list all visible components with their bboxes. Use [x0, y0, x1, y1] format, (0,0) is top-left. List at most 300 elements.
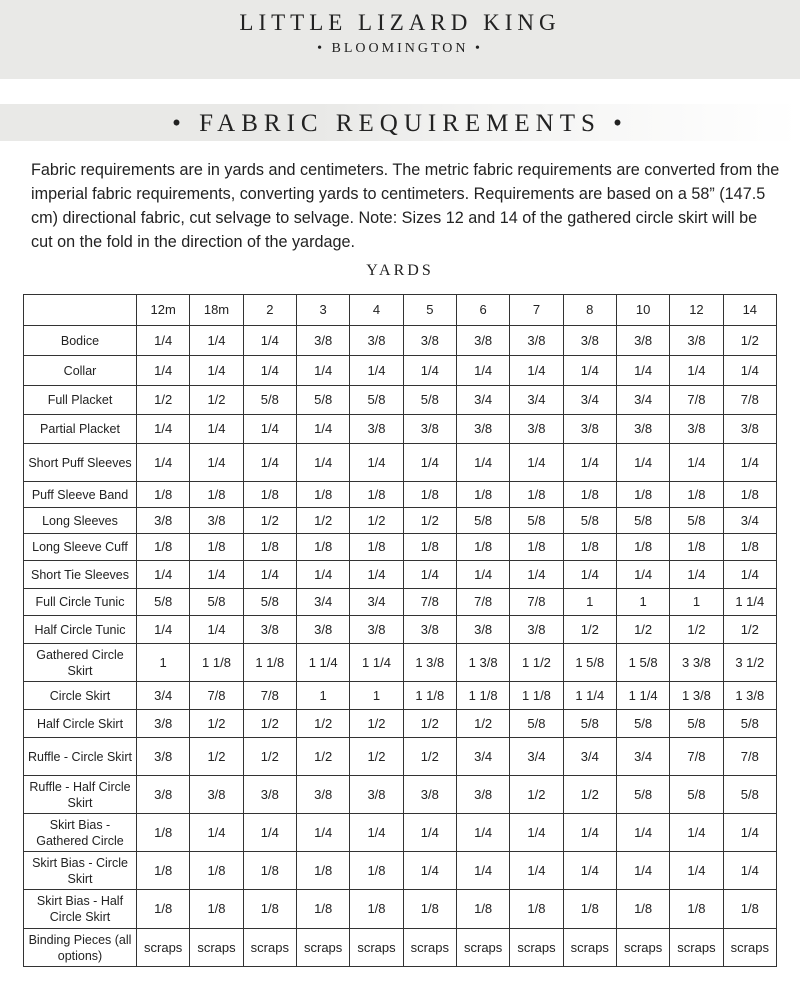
yardage-cell: 1 1/8: [510, 682, 563, 710]
table-row: [24, 561, 777, 589]
yardage-cell: 1/4: [296, 444, 349, 482]
row-label: Full Circle Tunic: [24, 589, 137, 616]
yardage-cell: 1/4: [137, 444, 190, 482]
row-label: Skirt Bias - Half Circle Skirt: [24, 890, 137, 929]
yardage-cell: 7/8: [403, 589, 456, 616]
yardage-cell: 3/8: [137, 738, 190, 776]
yardage-cell: 1/4: [350, 814, 403, 852]
yardage-cell: 1/4: [137, 616, 190, 644]
yardage-cell: 3/8: [296, 326, 349, 356]
yardage-cell: 1/4: [723, 814, 776, 852]
yardage-cell: 1 3/8: [670, 682, 723, 710]
yardage-cell: 1/4: [190, 616, 243, 644]
yardage-cell: scraps: [456, 929, 509, 967]
yardage-cell: 1/8: [350, 852, 403, 890]
intro-paragraph: Fabric requirements are in yards and centimeters. The metric fabric requirements are converted from the imperial fabric requirements, converting yards to centimeters. Requirements are based on a 58” (147.5 cm) directional fabric, cut selvage to selvage. Note: Sizes 12 and 14 of the gathered circle skirt will be cut on the fold in the direction of the yardage.: [31, 161, 780, 251]
yardage-cell: scraps: [137, 929, 190, 967]
yardage-cell: 3/8: [456, 776, 509, 814]
yardage-cell: 1/4: [456, 356, 509, 386]
yardage-cell: 5/8: [510, 710, 563, 738]
yardage-cell: 1/8: [670, 534, 723, 561]
yardage-cell: 1/4: [190, 415, 243, 444]
yardage-cell: 1/4: [190, 326, 243, 356]
table-row: [24, 814, 777, 852]
size-header: 18m: [190, 295, 243, 326]
yardage-cell: 1/4: [190, 561, 243, 589]
yardage-cell: 1/4: [350, 356, 403, 386]
yardage-cell: 1 1/2: [510, 644, 563, 682]
yardage-cell: 1 1/4: [616, 682, 669, 710]
yardage-cell: 1: [616, 589, 669, 616]
yardage-cell: 1: [670, 589, 723, 616]
yardage-cell: 1/8: [243, 890, 296, 929]
yardage-cell: 3/4: [723, 508, 776, 534]
yardage-cell: 7/8: [723, 386, 776, 415]
row-label: Gathered Circle Skirt: [24, 644, 137, 682]
yardage-cell: 1/8: [510, 890, 563, 929]
yardage-cell: 1 3/8: [723, 682, 776, 710]
yardage-cell: 1/2: [403, 738, 456, 776]
yardage-cell: 1 1/4: [296, 644, 349, 682]
yardage-cell: 1 1/4: [723, 589, 776, 616]
yardage-cell: 1 5/8: [563, 644, 616, 682]
yardage-cell: 5/8: [190, 589, 243, 616]
yardage-cell: 1/8: [563, 890, 616, 929]
yardage-cell: 1/2: [137, 386, 190, 415]
yardage-cell: scraps: [723, 929, 776, 967]
yardage-cell: 5/8: [670, 776, 723, 814]
yardage-cell: 1/4: [456, 561, 509, 589]
yardage-cell: 3/8: [137, 710, 190, 738]
yardage-cell: scraps: [350, 929, 403, 967]
yardage-cell: 1/4: [403, 852, 456, 890]
yardage-cell: 1/2: [723, 326, 776, 356]
table-row: [24, 444, 777, 482]
yardage-cell: 1/8: [723, 890, 776, 929]
yardage-cell: 1/2: [723, 616, 776, 644]
yardage-cell: 5/8: [403, 386, 456, 415]
yardage-cell: 7/8: [190, 682, 243, 710]
yardage-cell: 1/8: [670, 482, 723, 508]
yardage-cell: 1/8: [190, 482, 243, 508]
yardage-cell: 1/2: [243, 508, 296, 534]
table-row: [24, 776, 777, 814]
yardage-cell: 1 1/4: [350, 644, 403, 682]
section-title: • FABRIC REQUIREMENTS •: [172, 110, 628, 137]
size-header: 7: [510, 295, 563, 326]
row-label: Half Circle Tunic: [24, 616, 137, 644]
row-label: Puff Sleeve Band: [24, 482, 137, 508]
yardage-cell: 1/4: [670, 356, 723, 386]
yardage-cell: 3/8: [137, 776, 190, 814]
yardage-cell: 1/4: [137, 356, 190, 386]
yardage-cell: 1/4: [616, 356, 669, 386]
size-header: 8: [563, 295, 616, 326]
yardage-cell: 3/8: [403, 326, 456, 356]
yardage-cell: 5/8: [296, 386, 349, 415]
yardage-cell: 1 5/8: [616, 644, 669, 682]
yardage-cell: 3/8: [350, 776, 403, 814]
yardage-cell: 5/8: [243, 589, 296, 616]
yardage-cell: 7/8: [723, 738, 776, 776]
size-header: 12: [670, 295, 723, 326]
yardage-cell: 1/4: [296, 561, 349, 589]
yardage-cell: 1/4: [350, 561, 403, 589]
yardage-cell: 1/8: [403, 534, 456, 561]
yardage-cell: 1/8: [616, 482, 669, 508]
row-label: Short Puff Sleeves: [24, 444, 137, 482]
row-label: Skirt Bias - Circle Skirt: [24, 852, 137, 890]
yardage-cell: 1/4: [137, 415, 190, 444]
yardage-cell: 1/4: [456, 852, 509, 890]
yardage-cell: 1/4: [243, 814, 296, 852]
yardage-cell: 5/8: [456, 508, 509, 534]
yardage-cell: 1/8: [563, 482, 616, 508]
yardage-cell: 1/4: [616, 561, 669, 589]
yardage-cell: scraps: [403, 929, 456, 967]
yardage-cell: 1/2: [350, 508, 403, 534]
yardage-cell: 1/4: [670, 444, 723, 482]
yardage-cell: 5/8: [670, 508, 723, 534]
yardage-cell: 3/4: [137, 682, 190, 710]
yardage-cell: 3/8: [510, 326, 563, 356]
yardage-cell: 1/2: [563, 616, 616, 644]
table-row: [24, 682, 777, 710]
yardage-cell: 1/8: [510, 482, 563, 508]
yardage-cell: 1/8: [510, 534, 563, 561]
table-row: [24, 890, 777, 929]
yardage-cell: 1/2: [563, 776, 616, 814]
yardage-cell: 3/4: [510, 386, 563, 415]
yardage-cell: 1/4: [137, 326, 190, 356]
yardage-cell: 1 1/8: [403, 682, 456, 710]
yardage-cell: 1/4: [510, 561, 563, 589]
yardage-cell: 3/8: [243, 776, 296, 814]
brand-name: LITTLE LIZARD KING: [239, 10, 561, 35]
yardage-cell: 1/8: [190, 852, 243, 890]
yardage-cell: 3/8: [456, 415, 509, 444]
yardage-cell: 1/4: [243, 444, 296, 482]
yardage-cell: 3/8: [510, 415, 563, 444]
yardage-cell: 3 1/2: [723, 644, 776, 682]
size-header: 6: [456, 295, 509, 326]
yardage-cell: 5/8: [137, 589, 190, 616]
yardage-cell: 3/8: [670, 415, 723, 444]
yardage-cell: 3/8: [670, 326, 723, 356]
yardage-cell: 1/4: [190, 444, 243, 482]
yardage-cell: scraps: [563, 929, 616, 967]
yardage-cell: 1/8: [616, 890, 669, 929]
yardage-cell: 5/8: [563, 508, 616, 534]
yardage-cell: 1/4: [723, 852, 776, 890]
yardage-cell: 5/8: [723, 776, 776, 814]
table-corner-cell: [24, 295, 137, 326]
yardage-cell: 1/8: [403, 890, 456, 929]
yardage-cell: 5/8: [510, 508, 563, 534]
yardage-cell: 3/8: [403, 776, 456, 814]
yardage-cell: 3/8: [350, 415, 403, 444]
yardage-cell: scraps: [670, 929, 723, 967]
yardage-cell: 1 3/8: [403, 644, 456, 682]
yardage-cell: 1 1/8: [243, 644, 296, 682]
yardage-cell: 3/8: [350, 616, 403, 644]
yardage-cell: 7/8: [510, 589, 563, 616]
yardage-cell: 3/8: [190, 508, 243, 534]
yardage-cell: 3/8: [563, 415, 616, 444]
yardage-cell: 1/4: [723, 356, 776, 386]
yardage-cell: 1/4: [670, 561, 723, 589]
yardage-cell: 1/4: [563, 814, 616, 852]
table-row: [24, 534, 777, 561]
yardage-cell: 3/8: [296, 776, 349, 814]
yardage-cell: 7/8: [670, 386, 723, 415]
yardage-cell: 1/4: [510, 814, 563, 852]
page-header: [0, 0, 800, 79]
yardage-cell: 1/2: [616, 616, 669, 644]
yardage-cell: 1/8: [190, 890, 243, 929]
fabric-requirements-table: [23, 294, 777, 967]
yardage-cell: 1/8: [616, 534, 669, 561]
yardage-cell: 1 1/8: [456, 682, 509, 710]
yardage-cell: 1 1/8: [190, 644, 243, 682]
yardage-cell: 7/8: [670, 738, 723, 776]
yardage-cell: 1/2: [350, 710, 403, 738]
yardage-cell: 1/4: [137, 561, 190, 589]
yardage-cell: 1/4: [243, 415, 296, 444]
yardage-cell: scraps: [296, 929, 349, 967]
size-header: 4: [350, 295, 403, 326]
yardage-cell: 1/2: [296, 508, 349, 534]
yardage-cell: 3/8: [350, 326, 403, 356]
brand-location: • BLOOMINGTON •: [317, 41, 483, 56]
size-header: 3: [296, 295, 349, 326]
yardage-cell: 3/8: [190, 776, 243, 814]
yardage-cell: 1/4: [723, 561, 776, 589]
yardage-cell: 1/4: [296, 356, 349, 386]
yardage-cell: 1: [137, 644, 190, 682]
yardage-cell: 1/8: [137, 852, 190, 890]
yardage-cell: 3/8: [510, 616, 563, 644]
yardage-cell: 1/8: [403, 482, 456, 508]
yardage-cell: 1/2: [296, 738, 349, 776]
yardage-cell: 1/8: [563, 534, 616, 561]
yardage-cell: 1/8: [137, 890, 190, 929]
yardage-cell: 1/2: [403, 710, 456, 738]
yardage-cell: 3/4: [563, 386, 616, 415]
yardage-cell: 1/2: [296, 710, 349, 738]
row-label: Binding Pieces (all options): [24, 929, 137, 967]
yardage-cell: 3/4: [510, 738, 563, 776]
yardage-cell: 1 3/8: [456, 644, 509, 682]
table-row: [24, 482, 777, 508]
yardage-cell: 3/8: [616, 326, 669, 356]
row-label: Skirt Bias - Gathered Circle: [24, 814, 137, 852]
yardage-cell: 3/8: [243, 616, 296, 644]
yardage-cell: 1/8: [137, 534, 190, 561]
yardage-cell: 1/4: [190, 814, 243, 852]
row-label: Partial Placket: [24, 415, 137, 444]
yardage-cell: 5/8: [723, 710, 776, 738]
yardage-cell: 1: [563, 589, 616, 616]
yardage-cell: 3/8: [456, 616, 509, 644]
yardage-cell: 1/8: [296, 482, 349, 508]
yardage-cell: 3/8: [403, 415, 456, 444]
row-label: Bodice: [24, 326, 137, 356]
table-row: [24, 415, 777, 444]
yardage-cell: 1/2: [190, 738, 243, 776]
yardage-cell: 1/8: [456, 534, 509, 561]
row-label: Half Circle Skirt: [24, 710, 137, 738]
yardage-cell: 3/4: [296, 589, 349, 616]
yardage-cell: 1/4: [563, 356, 616, 386]
yardage-cell: 3/8: [616, 415, 669, 444]
yardage-cell: 5/8: [670, 710, 723, 738]
yardage-cell: 1/4: [670, 852, 723, 890]
table-row: [24, 852, 777, 890]
yardage-cell: 1/8: [670, 890, 723, 929]
yardage-cell: 1/4: [510, 852, 563, 890]
yardage-cell: 1/8: [723, 482, 776, 508]
yardage-cell: 1: [296, 682, 349, 710]
yardage-cell: 1/4: [403, 444, 456, 482]
yardage-cell: 1/8: [456, 482, 509, 508]
yardage-cell: 5/8: [563, 710, 616, 738]
yardage-cell: 7/8: [456, 589, 509, 616]
yardage-cell: 1/4: [563, 852, 616, 890]
row-label: Ruffle - Circle Skirt: [24, 738, 137, 776]
yardage-cell: 1/4: [510, 444, 563, 482]
yardage-cell: 1/2: [190, 386, 243, 415]
yardage-cell: 1/4: [350, 444, 403, 482]
yardage-cell: scraps: [510, 929, 563, 967]
yardage-cell: 3/8: [137, 508, 190, 534]
table-row: [24, 710, 777, 738]
yardage-cell: 1/2: [670, 616, 723, 644]
yardage-cell: 1/2: [243, 710, 296, 738]
yardage-cell: 1/4: [243, 561, 296, 589]
row-label: Full Placket: [24, 386, 137, 415]
yardage-cell: 1/4: [616, 444, 669, 482]
yardage-cell: 1/4: [616, 814, 669, 852]
yardage-cell: 1/4: [243, 356, 296, 386]
yardage-cell: 1/8: [243, 482, 296, 508]
yardage-cell: 3/4: [456, 386, 509, 415]
yardage-cell: 1/2: [243, 738, 296, 776]
yardage-cell: 1/2: [403, 508, 456, 534]
yardage-cell: 1/4: [723, 444, 776, 482]
yardage-cell: 1/4: [403, 814, 456, 852]
row-label: Long Sleeves: [24, 508, 137, 534]
yardage-cell: scraps: [190, 929, 243, 967]
yardage-cell: 3/4: [456, 738, 509, 776]
row-label: Long Sleeve Cuff: [24, 534, 137, 561]
yardage-cell: 1/8: [190, 534, 243, 561]
yardage-cell: 1/8: [137, 814, 190, 852]
yardage-cell: 1/8: [350, 890, 403, 929]
row-label: Short Tie Sleeves: [24, 561, 137, 589]
yardage-cell: 5/8: [616, 710, 669, 738]
yardage-cell: 1/2: [190, 710, 243, 738]
yardage-cell: 1/4: [510, 356, 563, 386]
yardage-cell: 1/2: [456, 710, 509, 738]
table-row: [24, 326, 777, 356]
yardage-cell: 1/4: [563, 561, 616, 589]
yardage-cell: 1/8: [350, 534, 403, 561]
size-header: 10: [616, 295, 669, 326]
table-row: [24, 644, 777, 682]
yardage-cell: 3/8: [723, 415, 776, 444]
yardage-cell: 1/4: [296, 814, 349, 852]
row-label: Ruffle - Half Circle Skirt: [24, 776, 137, 814]
yardage-cell: 3/4: [616, 738, 669, 776]
yardage-cell: 1/4: [403, 561, 456, 589]
yardage-cell: 1/4: [296, 415, 349, 444]
size-header: 2: [243, 295, 296, 326]
table-row: [24, 589, 777, 616]
yardage-cell: 1/8: [243, 852, 296, 890]
yardage-cell: 1/8: [243, 534, 296, 561]
yardage-cell: 3/8: [563, 326, 616, 356]
table-row: [24, 356, 777, 386]
yardage-cell: 1/8: [296, 890, 349, 929]
size-header: 14: [723, 295, 776, 326]
yardage-cell: scraps: [243, 929, 296, 967]
yardage-cell: 1/4: [243, 326, 296, 356]
yardage-cell: 1/2: [350, 738, 403, 776]
yardage-cell: 3/8: [456, 326, 509, 356]
yardage-cell: 1/8: [137, 482, 190, 508]
yardage-cell: 5/8: [616, 508, 669, 534]
row-label: Circle Skirt: [24, 682, 137, 710]
yardage-cell: 3/8: [403, 616, 456, 644]
table-row: [24, 616, 777, 644]
size-header: 5: [403, 295, 456, 326]
yardage-cell: 1/4: [190, 356, 243, 386]
table-row: [24, 386, 777, 415]
yardage-cell: 3 3/8: [670, 644, 723, 682]
table-header-row: [24, 295, 777, 326]
yardage-cell: 5/8: [350, 386, 403, 415]
yardage-cell: 5/8: [616, 776, 669, 814]
yardage-cell: 3/4: [563, 738, 616, 776]
yardage-cell: 7/8: [243, 682, 296, 710]
yardage-cell: 1/4: [456, 444, 509, 482]
yardage-cell: 1/4: [616, 852, 669, 890]
yardage-cell: 1/8: [296, 852, 349, 890]
table-row: [24, 929, 777, 967]
yardage-cell: 5/8: [243, 386, 296, 415]
row-label: Collar: [24, 356, 137, 386]
yardage-cell: 1/4: [456, 814, 509, 852]
yardage-cell: 1 1/4: [563, 682, 616, 710]
yardage-cell: 1/8: [350, 482, 403, 508]
size-header: 12m: [137, 295, 190, 326]
table-row: [24, 508, 777, 534]
yardage-cell: 1/4: [563, 444, 616, 482]
yardage-cell: 3/8: [296, 616, 349, 644]
yardage-cell: 1/4: [670, 814, 723, 852]
yardage-cell: 3/4: [616, 386, 669, 415]
table-row: [24, 738, 777, 776]
yardage-cell: 1/8: [723, 534, 776, 561]
yardage-cell: scraps: [616, 929, 669, 967]
yardage-cell: 3/4: [350, 589, 403, 616]
yardage-cell: 1/4: [403, 356, 456, 386]
yardage-cell: 1/8: [456, 890, 509, 929]
yardage-cell: 1: [350, 682, 403, 710]
yardage-cell: 1/2: [510, 776, 563, 814]
table-caption: YARDS: [366, 262, 434, 279]
